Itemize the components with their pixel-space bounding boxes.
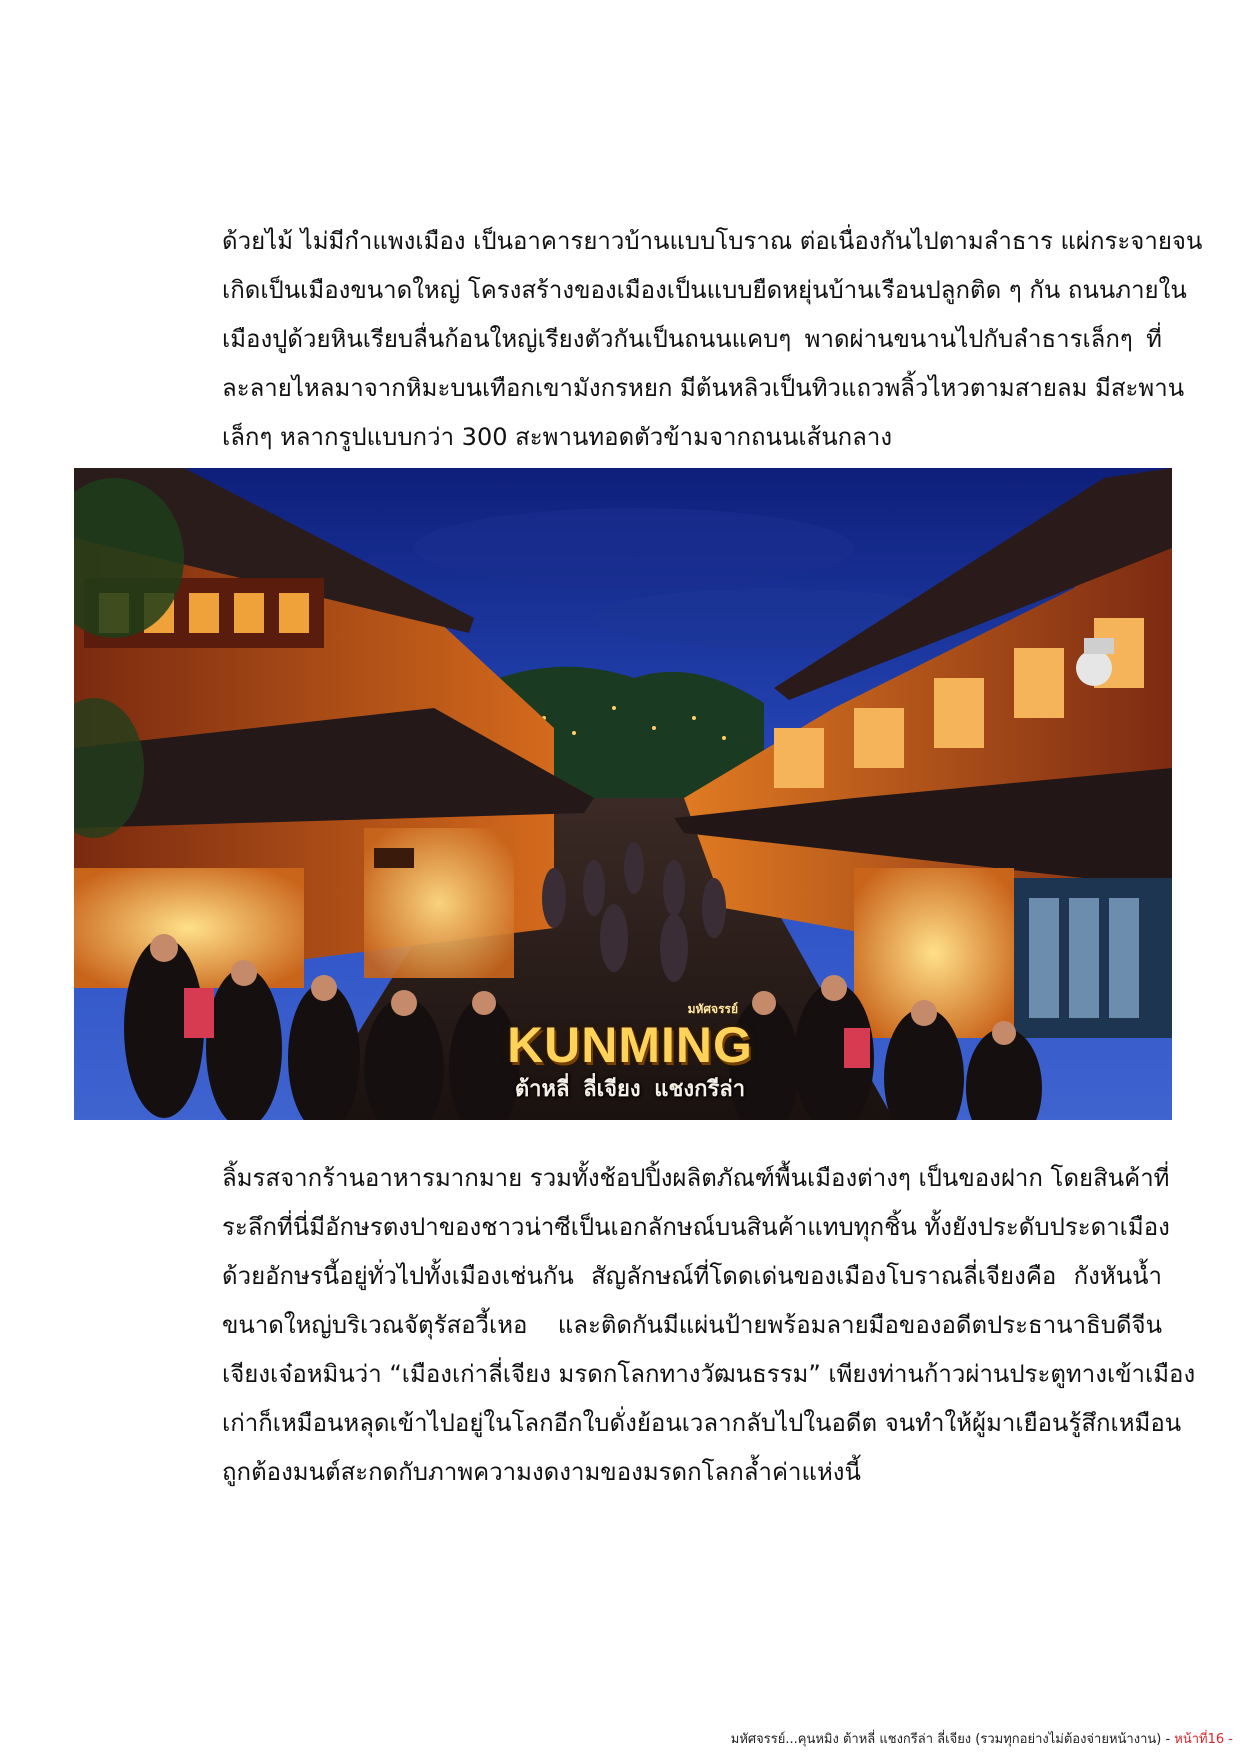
paragraph-2-line: ถูกต้องมนต์สะกดกับภาพความงดงามของมรดกโลกล้ำค่าแห่งนี้: [222, 1458, 861, 1486]
caption-subtitle: ต้าหลี่ ลี่เจียง แชงกรีล่า: [514, 1077, 746, 1102]
paragraph-1-line: เล็กๆ หลากรูปแบบกว่า 300 สะพานทอดตัวข้ามจากถนนเส้นกลาง: [222, 423, 893, 451]
page-number: หน้าที่16 -: [1174, 1732, 1233, 1747]
paragraph-1-line: ด้วยไม้ ไม่มีกำแพงเมือง เป็นอาคารยาวบ้านแบบโบราณ ต่อเนื่องกันไปตามลำธาร แผ่กระจายจน: [222, 227, 1203, 255]
caption-small-label: มหัศจรรย์: [687, 1002, 738, 1016]
paragraph-2-line: ด้วยอักษรนี้อยู่ทั่วไปทั้งเมืองเช่นกัน สัญลักษณ์ที่โดดเด่นของเมืองโบราณลี่เจียงคือ กังหันน้ำ: [222, 1262, 1162, 1290]
footer-text: มหัศจรรย์...คุนหมิง ต้าหลี่ แชงกรีล่า ลี่เจียง (รวมทุกอย่างไม่ต้องจ่ายหน้างาน) -: [730, 1732, 1175, 1747]
paragraph-1-line: ละลายไหลมาจากหิมะบนเทือกเขามังกรหยก มีต้นหลิวเป็นทิวแถวพลิ้วไหวตามสายลม มีสะพาน: [222, 374, 1185, 402]
paragraph-1-line: เมืองปูด้วยหินเรียบลื่นก้อนใหญ่เรียงตัวกันเป็นถนนแคบๆ พาดผ่านขนานไปกับลำธารเล็กๆ ที่: [222, 325, 1162, 353]
paragraph-2-line: เจียงเจ๋อหมินว่า “เมืองเก่าลี่เจียง มรดกโลกทางวัฒนธรรม” เพียงท่านก้าวผ่านประตูทางเข้าเมือง: [222, 1360, 1196, 1388]
paragraph-2-line: ลิ้มรสจากร้านอาหารมากมาย รวมทั้งช้อปปิ้งผลิตภัณฑ์พื้นเมืองต่างๆ เป็นของฝาก โดยสินค้าที่: [222, 1164, 1170, 1192]
paragraph-1-line: เกิดเป็นเมืองขนาดใหญ่ โครงสร้างของเมืองเป็นแบบยืดหยุ่นบ้านเรือนปลูกติด ๆ กัน ถนนภายใน: [222, 276, 1187, 304]
paragraph-2-line: ระลึกที่นี่มีอักษรตงปาของชาวน่าซีเป็นเอกลักษณ์บนสินค้าแทบทุกชิ้น ทั้งยังประดับประดาเมือง: [222, 1213, 1170, 1241]
paragraph-2: [222, 1154, 1196, 1497]
lijiang-old-town-photo: [74, 468, 1172, 1120]
paragraph-2-line: ขนาดใหญ่บริเวณจัตุรัสอวี้เหอ และติดกันมีแผ่นป้ายพร้อมลายมือของอดีตประธานาธิบดีจีน: [222, 1311, 1162, 1339]
paragraph-1: [222, 217, 1203, 462]
paragraph-2-line: เก่าก็เหมือนหลุดเข้าไปอยู่ในโลกอีกใบดั่งย้อนเวลากลับไปในอดีต จนทำให้ผู้มาเยือนรู้สึกเหมือน: [222, 1409, 1182, 1437]
caption-title: KUNMING: [507, 1017, 753, 1073]
page-footer: [731, 1728, 1233, 1749]
